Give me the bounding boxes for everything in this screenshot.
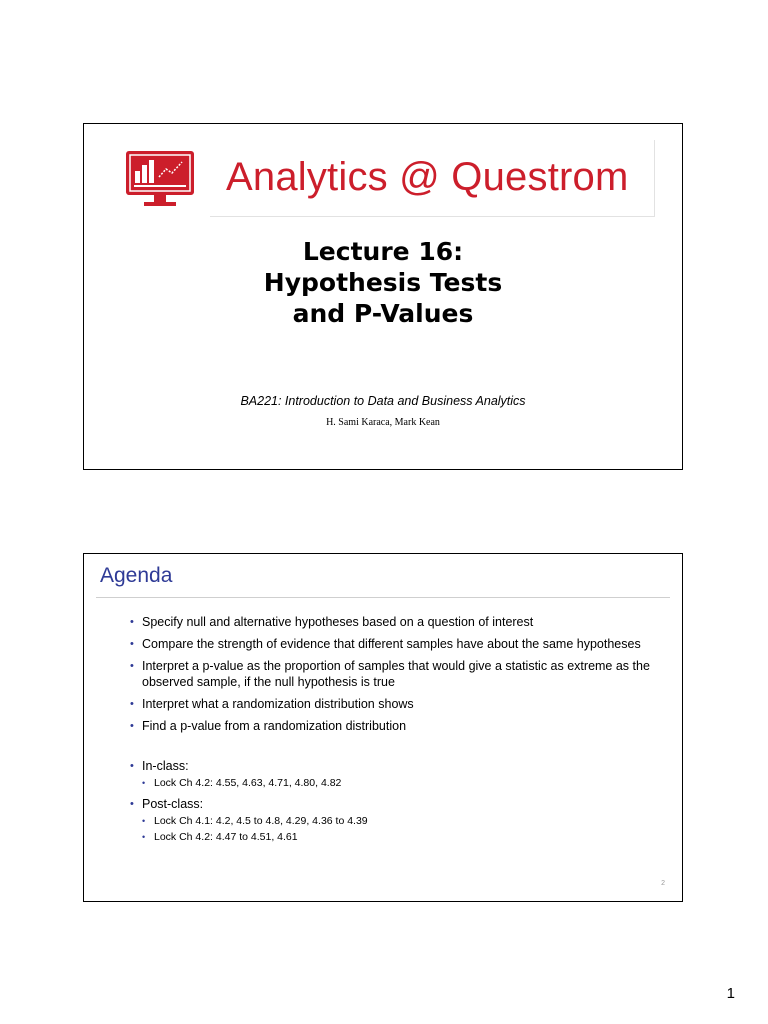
bullet-icon: • (130, 760, 134, 772)
course-name: BA221: Introduction to Data and Business Analytics (240, 394, 526, 408)
slide-number: 2 (661, 880, 665, 887)
spacer (130, 740, 650, 752)
sub-list-item: • Lock Ch 4.1: 4.2, 4.5 to 4.8, 4.29, 4.36 to 4.39 (142, 815, 368, 827)
list-item: • Compare the strength of evidence that different samples have about the same hypotheses (130, 637, 641, 651)
title-slide (83, 123, 683, 470)
list-item-in-class: • In-class: • Lock Ch 4.2: 4.55, 4.63, 4.71, 4.80, 4.82 (130, 758, 650, 790)
page-number: 1 (726, 985, 735, 1002)
in-class-sublist (142, 776, 650, 790)
analytics-monitor-icon (126, 151, 194, 207)
bullet-icon: • (130, 660, 134, 672)
bullet-icon: • (142, 832, 146, 842)
bullet-icon: • (130, 616, 134, 628)
list-item: • Find a p-value from a randomization distribution (130, 719, 407, 733)
bullet-icon: • (130, 720, 134, 732)
agenda-list (130, 614, 650, 850)
title-line: and P-Values (292, 299, 474, 328)
bullet-icon: • (130, 638, 134, 650)
sub-list-item: • Lock Ch 4.2: 4.55, 4.63, 4.71, 4.80, 4.82 (142, 777, 342, 789)
agenda-slide (83, 553, 683, 902)
bullet-icon: • (142, 778, 146, 788)
authors: H. Sami Karaca, Mark Kean (326, 417, 440, 428)
title-line: Lecture 16: (302, 237, 464, 266)
list-item: • Specify null and alternative hypotheses based on a question of interest (130, 615, 534, 629)
bullet-icon: • (142, 816, 146, 826)
bullet-icon: • (130, 798, 134, 810)
slide-title: Agenda (100, 564, 173, 587)
title-divider (96, 597, 670, 598)
bullet-icon: • (130, 698, 134, 710)
list-item: • Interpret a p-value as the proportion of samples that would give a statistic as extreme as the observed sample, if the null hypothesis is true (130, 659, 650, 689)
logo-text: Analytics @ Questrom (226, 155, 629, 199)
list-item-post-class: • Post-class: • Lock Ch 4.1: 4.2, 4.5 to 4.8, 4.29, 4.36 to 4.39 • Lock Ch 4.2: 4.47 to 4.51, 4.61 (130, 796, 650, 844)
lecture-title (84, 236, 682, 329)
sub-list-item: • Lock Ch 4.2: 4.47 to 4.51, 4.61 (142, 831, 298, 843)
post-class-sublist (142, 814, 650, 844)
title-line: Hypothesis Tests (263, 268, 503, 297)
list-item: • Interpret what a randomization distribution shows (130, 697, 414, 711)
